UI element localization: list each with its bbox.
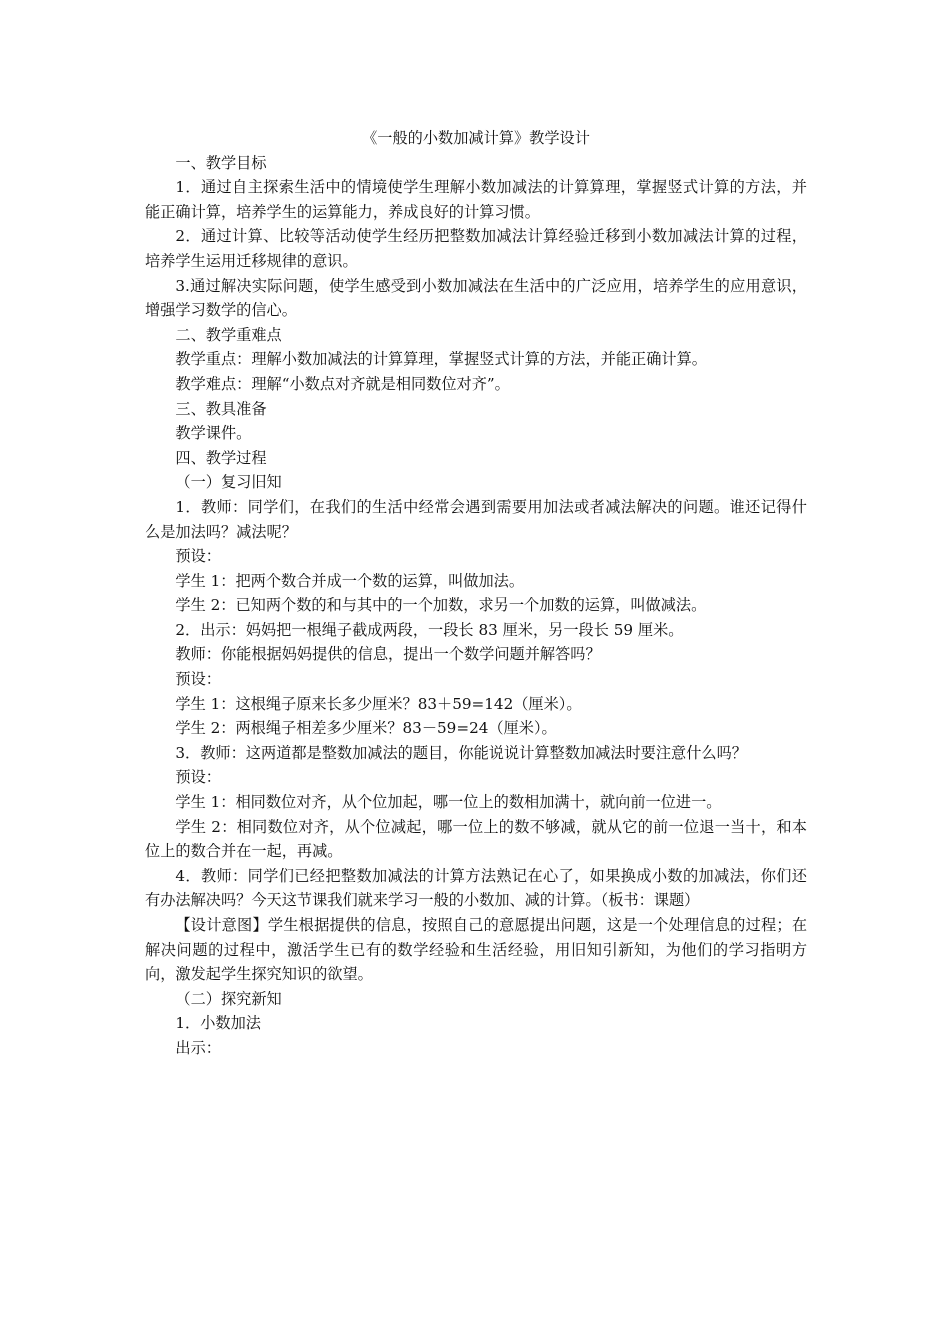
document-title: 《一般的小数加减计算》教学设计 — [362, 129, 590, 147]
paragraph: 出示： — [175, 1038, 221, 1057]
paragraph: 1．通过自主探索生活中的情境使学生理解小数加减法的计算算理，掌握竖式计算的方法，并能正确计算，培养学生的运算能力，养成良好的计算习惯。 — [145, 178, 807, 221]
paragraph: 预设： — [175, 670, 221, 689]
paragraph: 教学课件。 — [175, 424, 252, 443]
document-body — [145, 126, 807, 1061]
paragraph: 预设： — [175, 547, 221, 566]
paragraph: 3．教师：这两道都是整数加减法的题目，你能说说计算整数加减法时要注意什么吗？ — [175, 743, 747, 762]
paragraph: 3.通过解决实际问题，使学生感受到小数加减法在生活中的广泛应用，培养学生的应用意识，增强学习数学的信心。 — [145, 276, 807, 320]
paragraph: 1．教师：同学们，在我们的生活中经常会遇到需要用加法或者减法解决的问题。谁还记得什么是加法吗？减法呢？ — [145, 497, 807, 541]
paragraph: 预设： — [175, 768, 221, 787]
paragraph: 1．小数加法 — [175, 1014, 261, 1033]
paragraph: 学生 2：已知两个数的和与其中的一个加数，求另一个加数的运算，叫做减法。 — [175, 596, 707, 615]
design-intent-paragraph: 【设计意图】学生根据提供的信息，按照自己的意愿提出问题，这是一个处理信息的过程；在解决问题的过程中，激活学生已有的数学经验和生活经验，用旧知引新知，为他们的学习指明方向，激发起学生探究知识的欲望。 — [145, 916, 807, 984]
section-heading-goals: 一、教学目标 — [175, 153, 267, 172]
paragraph: 学生 2：相同数位对齐，从个位减起，哪一位上的数不够减，就从它的前一位退一当十，和本位上的数合并在一起，再减。 — [145, 817, 807, 861]
paragraph: 教学难点：理解“小数点对齐就是相同数位对齐”。 — [175, 374, 510, 393]
paragraph: 学生 2：两根绳子相差多少厘米？83－59=24（厘米）。 — [175, 719, 557, 738]
paragraph: 2．通过计算、比较等活动使学生经历把整数加减法计算经验迁移到小数加减法计算的过程，培养学生运用迁移规律的意识。 — [145, 227, 807, 270]
paragraph: 教师：你能根据妈妈提供的信息，提出一个数学问题并解答吗？ — [175, 645, 601, 664]
paragraph: 学生 1：这根绳子原来长多少厘米？83＋59=142（厘米）。 — [175, 694, 582, 713]
subsection-heading: （二）探究新知 — [175, 989, 282, 1008]
paragraph: 2．出示：妈妈把一根绳子截成两段，一段长 83 厘米，另一段长 59 厘米。 — [175, 620, 684, 639]
paragraph: 教学重点：理解小数加减法的计算算理，掌握竖式计算的方法，并能正确计算。 — [175, 350, 707, 369]
paragraph: 学生 1：相同数位对齐，从个位加起，哪一位上的数相加满十，就向前一位进一。 — [175, 793, 722, 812]
section-heading-process: 四、教学过程 — [175, 448, 267, 467]
section-heading-materials: 三、教具准备 — [175, 399, 267, 418]
paragraph: 4．教师：同学们已经把整数加减法的计算方法熟记在心了，如果换成小数的加减法，你们还有办法解决吗？今天这节课我们就来学习一般的小数加、减的计算。（板书：课题） — [145, 866, 807, 910]
paragraph: 学生 1：把两个数合并成一个数的运算，叫做加法。 — [175, 571, 525, 590]
subsection-heading: （一）复习旧知 — [175, 473, 282, 492]
section-heading-key-points: 二、教学重难点 — [175, 325, 282, 344]
